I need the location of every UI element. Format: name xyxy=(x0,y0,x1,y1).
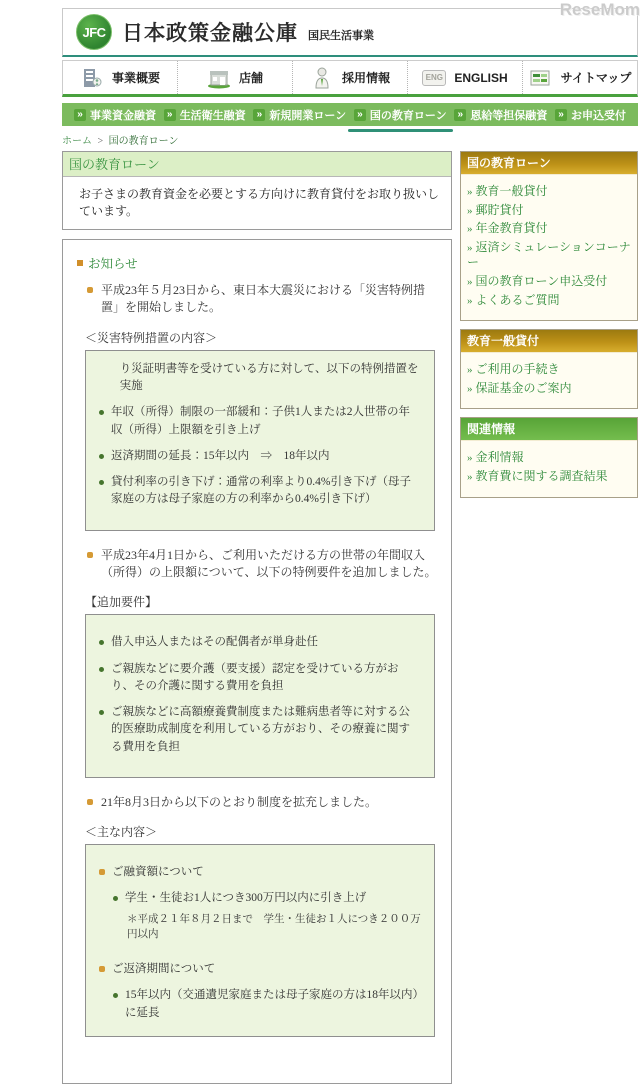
breadcrumb-home-link[interactable]: ホーム xyxy=(62,136,92,147)
main-contents-box xyxy=(85,844,435,1037)
repayment-period-group xyxy=(99,961,421,1022)
chevrons-icon: » xyxy=(467,223,473,236)
chevrons-icon: » xyxy=(467,204,473,217)
sidebar-box-title: 国の教育ローン xyxy=(461,152,637,175)
utility-nav-business-overview[interactable] xyxy=(63,61,177,94)
green-bullet-icon xyxy=(99,667,104,672)
list-item xyxy=(99,704,421,756)
group-title: ご返済期間について xyxy=(112,963,216,976)
breadcrumb-current: 国の教育ローン xyxy=(108,136,179,147)
content-columns xyxy=(62,151,638,1084)
list-item-text: 借入申込人またはその配偶者が単身赴任 xyxy=(111,636,318,649)
sidebar-link-interest-rates[interactable] xyxy=(467,450,632,466)
sidebar-link-faq[interactable] xyxy=(467,293,632,309)
utility-nav-recruit[interactable] xyxy=(292,61,407,94)
green-bullet-icon xyxy=(99,640,104,645)
chevrons-icon: » xyxy=(467,452,473,465)
utility-nav-sitemap[interactable] xyxy=(522,61,637,94)
chevrons-icon: » xyxy=(555,109,567,121)
main-nav-seikatsu-eisei[interactable] xyxy=(164,107,246,123)
chevrons-icon: » xyxy=(467,364,473,377)
list-item xyxy=(99,448,421,465)
page-title: 国の教育ローン xyxy=(63,152,451,177)
list-item-text: 返済期間の延長：15年以内 ⇒ 18年以内 xyxy=(111,449,330,462)
jfc-logo-icon[interactable] xyxy=(76,14,112,50)
sitemap-icon xyxy=(529,67,553,89)
green-bullet-icon xyxy=(113,993,118,998)
breadcrumb-separator: > xyxy=(97,136,104,147)
announcement-text: 平成23年4月1日から、ご利用いただける方の世帯の年間収入（所得）の上限額について、以下の特例要件を追加しました。 xyxy=(101,547,437,579)
building-icon xyxy=(80,67,104,89)
orange-bullet-icon xyxy=(87,552,93,558)
list-item-text: 貸付利率の引き下げ：通常の利率より0.4%引き下げ（母子家庭の方は母子家庭の方の利率から0.4%引き下げ） xyxy=(111,476,411,506)
green-bullet-icon xyxy=(113,896,118,901)
sidebar-link-education-cost-survey[interactable] xyxy=(467,469,632,485)
green-bullet-icon xyxy=(99,410,104,415)
note-text: ＊平成２１年８月２日まで 学生・生徒お１人につき２００万円以内 xyxy=(127,913,421,941)
sidebar-link-repayment-simulation[interactable] xyxy=(467,240,632,271)
list-item-text: 学生・生徒お1人につき300万円以内に引き上げ xyxy=(125,892,367,905)
chevrons-icon: » xyxy=(467,241,473,254)
page-intro: お子さまの教育資金を必要とする方向けに教育貸付をお取り扱いしています。 xyxy=(79,187,440,218)
sidebar-link-yucho[interactable] xyxy=(467,203,632,219)
sidebar-link-label: 年金教育貸付 xyxy=(475,221,548,236)
sidebar-box-education-general xyxy=(460,329,638,409)
main-nav-application[interactable] xyxy=(555,107,626,123)
division-name: 国民生活事業 xyxy=(308,30,374,42)
list-item xyxy=(113,987,421,1022)
main-nav-label: 事業資金融資 xyxy=(90,109,156,122)
main-nav-label: 国の教育ローン xyxy=(369,109,447,122)
announcement-text: 21年8月3日から以下のとおり制度を拡充しました。 xyxy=(101,794,378,809)
utility-nav-label: 事業概要 xyxy=(111,71,160,85)
orange-bullet-icon xyxy=(99,966,105,972)
utility-nav-english[interactable] xyxy=(407,61,522,94)
announcement-3 xyxy=(87,794,439,811)
breadcrumb xyxy=(62,132,638,147)
main-nav-label: 新規開業ローン xyxy=(269,109,347,122)
square-bullet-icon xyxy=(77,260,83,266)
green-bullet-icon xyxy=(99,480,104,485)
page-title-box xyxy=(62,151,452,230)
sidebar-link-education-general[interactable] xyxy=(467,184,632,200)
announcement-1 xyxy=(87,282,439,317)
main-nav-label: 恩給等担保融資 xyxy=(470,109,548,122)
sidebar-box-body xyxy=(461,353,637,408)
chevrons-icon: » xyxy=(164,109,176,121)
org-name[interactable]: 日本政策金融公庫 xyxy=(122,22,298,45)
utility-nav-label: サイトマップ xyxy=(560,71,632,85)
chevrons-icon: » xyxy=(467,470,473,483)
list-item-text: 15年以内（交通遺児家庭または母子家庭の方は18年以内）に延長 xyxy=(125,989,419,1019)
group-title-row xyxy=(99,864,421,881)
page-container xyxy=(62,0,638,1084)
sidebar-box-title: 関連情報 xyxy=(461,418,637,441)
main-nav-pension-collateral[interactable] xyxy=(454,107,547,123)
utility-nav xyxy=(62,60,638,97)
chevrons-icon: » xyxy=(354,109,366,121)
list-item xyxy=(99,634,421,651)
main-nav xyxy=(62,103,638,126)
box1-label: ＜災害特例措置の内容＞ xyxy=(85,330,218,345)
sidebar-box-related-info xyxy=(460,417,638,497)
box1-intro: り災証明書等を受けている方に対して、以下の特例措置を実施 xyxy=(119,362,419,393)
orange-bullet-icon xyxy=(87,287,93,293)
sidebar-link-label: 教育一般貸付 xyxy=(475,184,548,198)
chevrons-icon: » xyxy=(467,382,473,395)
chevrons-icon: » xyxy=(454,109,466,121)
notice-section xyxy=(62,239,452,1084)
sidebar-link-label: ご利用の手続き xyxy=(475,362,560,377)
sidebar-link-label: 国の教育ローン申込受付 xyxy=(475,273,608,288)
sidebar-box-body xyxy=(461,175,637,320)
sidebar xyxy=(460,151,638,506)
disaster-measures-box xyxy=(85,350,435,531)
utility-nav-label: 採用情報 xyxy=(341,71,390,85)
list-item-text: ご親族などに高額療養費制度または難病患者等に対する公的医療助成制度を利用している方がおり、その療養に関する費用を負担 xyxy=(111,706,410,753)
sidebar-link-pension-education[interactable] xyxy=(467,221,632,237)
jfc-logo-text: JFC xyxy=(82,24,106,40)
green-bullet-icon xyxy=(99,454,104,459)
list-item xyxy=(113,890,421,907)
main-content xyxy=(62,151,452,1084)
box3-label: ＜主な内容＞ xyxy=(85,825,158,840)
utility-nav-stores[interactable] xyxy=(177,61,292,94)
chevrons-icon: » xyxy=(74,109,86,121)
sidebar-link-label: 返済シミュレーションコーナー xyxy=(467,239,631,270)
chevrons-icon: » xyxy=(253,109,265,121)
sidebar-box-education-loan xyxy=(460,151,638,321)
sidebar-link-label: 郵貯貸付 xyxy=(475,202,524,217)
sidebar-link-guarantee-fund[interactable] xyxy=(467,381,632,397)
eng-badge-icon xyxy=(422,67,446,89)
main-nav-label: 生活衛生融資 xyxy=(179,109,246,122)
notice-heading: お知らせ xyxy=(88,257,138,271)
utility-nav-label: ENGLISH xyxy=(454,70,508,85)
main-nav-label: お申込受付 xyxy=(571,109,626,122)
site-header xyxy=(62,8,638,57)
resemom-watermark: ReseMom xyxy=(559,0,640,19)
group-title-row xyxy=(99,961,421,978)
list-item xyxy=(99,474,421,509)
group-title: ご融資額について xyxy=(112,866,204,879)
list-item xyxy=(99,404,421,439)
main-nav-education-loan[interactable] xyxy=(354,107,447,123)
box2-label: 【追加要件】 xyxy=(85,595,158,610)
sidebar-box-title: 教育一般貸付 xyxy=(461,330,637,353)
list-item xyxy=(99,661,421,696)
chevrons-icon: » xyxy=(467,294,473,307)
orange-bullet-icon xyxy=(87,799,93,805)
sidebar-link-label: 教育費に関する調査結果 xyxy=(475,468,608,483)
store-icon xyxy=(207,67,231,89)
main-nav-business-funds[interactable] xyxy=(74,107,156,123)
orange-bullet-icon xyxy=(99,869,105,875)
chevrons-icon: » xyxy=(467,186,473,198)
sidebar-box-body xyxy=(461,441,637,496)
sidebar-link-procedures[interactable] xyxy=(467,362,632,378)
list-item-text: 年収（所得）制限の一部緩和：子供1人または2人世帯の年収（所得）上限額を引き上げ xyxy=(111,406,410,436)
chevrons-icon: » xyxy=(467,275,473,288)
additional-requirements-box xyxy=(85,614,435,778)
announcement-2 xyxy=(87,547,439,582)
person-icon xyxy=(310,67,334,89)
green-bullet-icon xyxy=(99,710,104,715)
sidebar-link-label: 保証基金のご案内 xyxy=(475,380,572,395)
sidebar-link-loan-application[interactable] xyxy=(467,274,632,290)
main-nav-startup-loan[interactable] xyxy=(253,107,346,123)
loan-amount-group xyxy=(99,864,421,943)
notice-heading-row xyxy=(77,254,439,272)
announcement-text: 平成23年５月23日から、東日本大震災における「災害特例措置」を開始しました。 xyxy=(101,283,426,315)
sidebar-link-label: 金利情報 xyxy=(475,450,524,465)
list-item-text: ご親族などに要介護（要支援）認定を受けている方がおり、その介護に関する費用を負担 xyxy=(111,662,399,692)
sidebar-link-label: よくあるご質問 xyxy=(475,292,560,307)
utility-nav-label: 店舗 xyxy=(238,71,263,85)
eng-badge-text: ENG xyxy=(422,70,446,86)
